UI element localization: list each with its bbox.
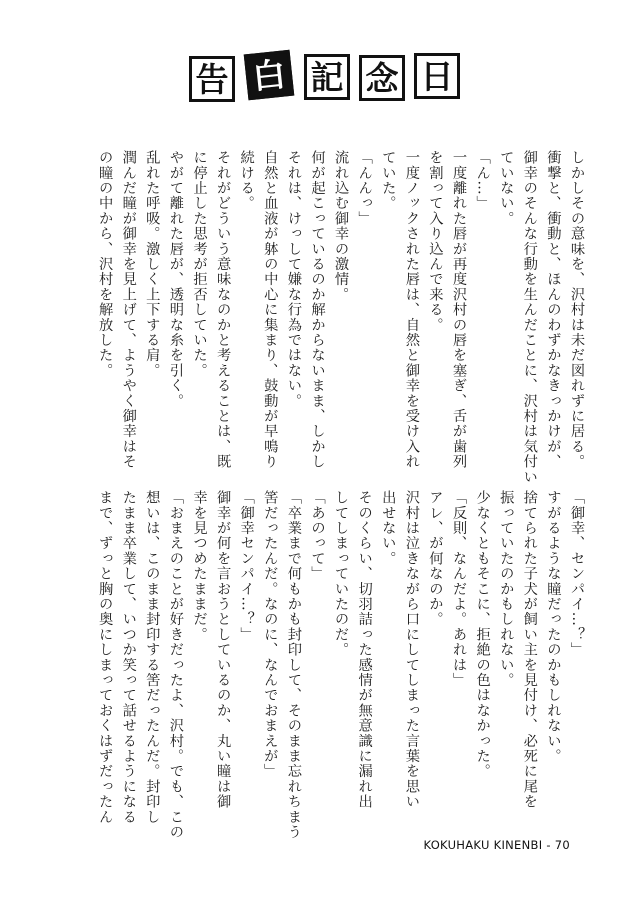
text-line: 「御幸センパイ…？」: [238, 490, 255, 642]
chapter-title: [0, 49, 634, 107]
text-line: に停止した思考が拒否していた。: [191, 150, 208, 378]
text-line: それがどういう意味なのかと考えることは、既: [215, 150, 232, 470]
text-line: 想いは、このまま封印する筈だったんだ。封印し: [144, 490, 161, 825]
title-char-box: 告: [189, 56, 235, 102]
title-char-box: 念: [359, 55, 405, 101]
text-line: 沢村は泣きながら口にしてしまった言葉を思い: [403, 490, 420, 810]
text-line: 振っていたのかもしれない。: [498, 490, 515, 688]
text-line: そのくらい、切羽詰った感情が無意識に漏れ出: [356, 490, 373, 810]
text-line: 御幸が何を言おうとしているのか、丸い瞳は御: [215, 490, 232, 810]
text-line: 「あのって」: [309, 490, 326, 582]
text-line: を割って入り込んで来る。: [427, 150, 444, 333]
text-line: アレ、が何なのか。: [427, 490, 444, 627]
text-line: 筈だったんだ。なのに、なんでおまえが」: [262, 490, 279, 779]
text-line: 「おまえのことが好きだったよ、沢村。でも、この: [167, 490, 184, 840]
text-line: 「卒業まで何もかも封印して、そのまま忘れちまう: [285, 490, 302, 840]
text-line: しかしその意味を、沢村は未だ図れずに居る。: [569, 150, 585, 470]
text-line: 流れ込む御幸の激情。: [333, 150, 350, 302]
text-line: ていた。: [380, 150, 397, 211]
body-text-lower: [93, 490, 588, 840]
title-char-box-inverted: 白: [244, 50, 295, 101]
title-char-box: 日: [414, 53, 460, 99]
body-text-upper: [78, 150, 588, 485]
text-line: 一度離れた唇が再度沢村の唇を塞ぎ、舌が歯列: [451, 150, 468, 470]
text-line: それは、けっして嫌な行為ではない。: [285, 150, 302, 409]
text-line: まで、ずっと胸の奥にしまっておくはずだったん: [97, 490, 114, 825]
text-line: してしまっていたのだ。: [333, 490, 350, 658]
text-line: 何が起こっているのか解からないまま、しかし: [309, 150, 326, 470]
title-char-box: 記: [304, 54, 350, 100]
text-line: すがるような瞳だったのかもしれない。: [545, 490, 562, 764]
text-line: 出せない。: [380, 490, 397, 566]
text-line: 御幸のそんな行動を生んだことに、沢村は気付い: [521, 150, 538, 485]
text-line: ていない。: [498, 150, 515, 226]
text-line: 少なくともそこに、拒絶の色はなかった。: [474, 490, 491, 779]
text-line: 衝撃と、衝動と、ほんのわずかなきっかけが、: [545, 150, 562, 470]
text-line: 「んんっ」: [356, 150, 373, 226]
text-line: の瞳の中から、沢村を解放した。: [97, 150, 114, 378]
text-line: やがて離れた唇が、透明な糸を引く。: [167, 150, 184, 409]
text-line: 捨てられた子犬が飼い主を見付け、必死に尾を: [521, 490, 538, 810]
text-line: 続ける。: [238, 150, 255, 211]
page-footer: KOKUHAKU KINENBI - 70: [423, 838, 570, 852]
text-line: 幸を見つめたままだ。: [191, 490, 208, 642]
text-line: 潤んだ瞳が御幸を見上げて、ようやく御幸はそ: [120, 150, 137, 470]
text-line: たまま卒業して、いつか笑って話せるようになる: [120, 490, 137, 825]
text-line: 乱れた呼吸。激しく上下する肩。: [144, 150, 161, 378]
text-line: 「ん…」: [474, 150, 491, 211]
text-line: 「御幸、センパイ…？」: [569, 490, 585, 658]
text-line: 自然と血液が躰の中心に集まり、鼓動が早鳴り: [262, 150, 279, 470]
text-line: 「反則、なんだよ。あれは」: [451, 490, 468, 688]
text-line: 一度ノックされた唇は、自然と御幸を受け入れ: [403, 150, 420, 470]
